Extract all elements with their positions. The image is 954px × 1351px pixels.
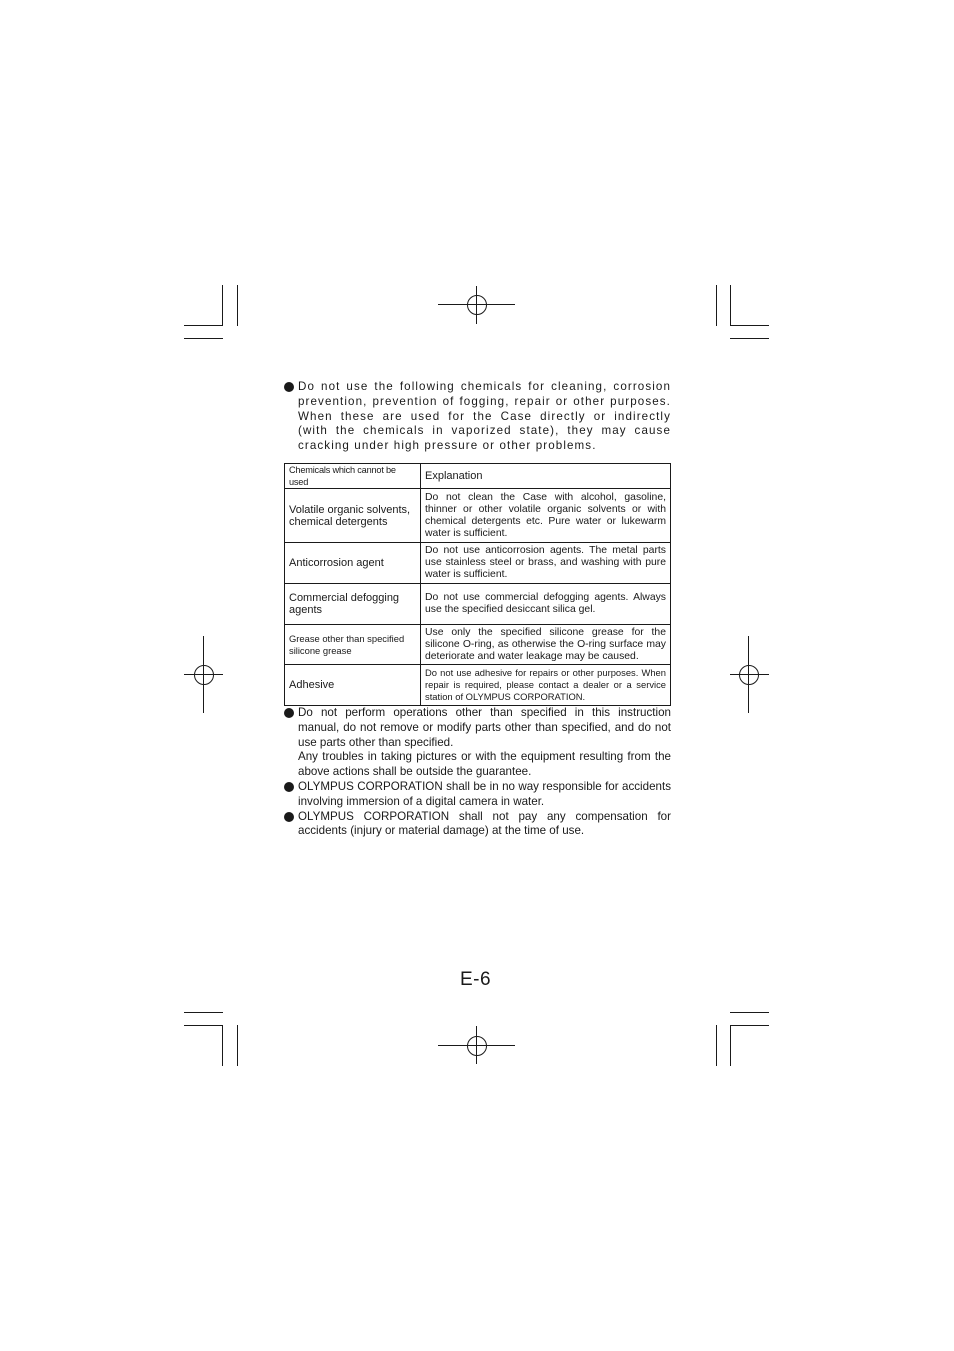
crop-mark bbox=[730, 325, 769, 326]
bullet-text: OLYMPUS CORPORATION shall not pay any compensation for accidents (injury or material damage) at the time of use. bbox=[298, 809, 671, 838]
crop-mark bbox=[716, 1025, 717, 1066]
crop-mark bbox=[716, 285, 717, 326]
header-chemicals: Chemicals which cannot be used bbox=[285, 464, 421, 489]
crop-mark bbox=[184, 1025, 223, 1026]
chemical-explanation: Do not use commercial defogging agents. Always use the specified desiccant silica gel. bbox=[421, 584, 671, 625]
chemical-name: Grease other than specified silicone grease bbox=[285, 625, 421, 665]
table-row bbox=[285, 584, 671, 625]
intro-text: Do not use the following chemicals for cleaning, corrosion prevention, prevention of fogging, repair or other purposes. When these are used for the Case directly or indirectly (with the chemicals in vaporized state), they may cause cracking under high pressure or other problems. bbox=[298, 380, 671, 453]
crop-mark bbox=[730, 338, 769, 339]
chemical-name: Commercial defogging agents bbox=[285, 584, 421, 625]
chemical-explanation: Do not use anticorrosion agents. The metal parts use stainless steel or brass, and washing with pure water is sufficient. bbox=[421, 543, 671, 584]
bullet-note: Any troubles in taking pictures or with the equipment resulting from the above actions shall be outside the guarantee. bbox=[298, 750, 671, 779]
bullet-dot-icon bbox=[284, 782, 294, 792]
bullet-dot-icon bbox=[284, 812, 294, 822]
crop-mark bbox=[184, 338, 223, 339]
crop-mark bbox=[222, 285, 223, 326]
bullet-dot-icon bbox=[284, 708, 294, 718]
bullet-text: Do not perform operations other than specified in this instruction manual, do not remove or modify parts other than specified, and do not use parts other than specified. bbox=[298, 706, 671, 749]
intro-section bbox=[284, 380, 671, 454]
bullet-dot-icon bbox=[284, 382, 294, 392]
crop-mark bbox=[730, 1025, 769, 1026]
bullet-item bbox=[284, 780, 671, 810]
table-row bbox=[285, 543, 671, 584]
chemical-explanation: Use only the specified silicone grease for the silicone O-ring, as otherwise the O-ring surface may deteriorate and water leakage may be caused. bbox=[421, 625, 671, 665]
header-explanation: Explanation bbox=[421, 464, 671, 489]
chemical-explanation: Do not clean the Case with alcohol, gasoline, thinner or other volatile organic solvents or with chemical detergents etc. Pure water or lukewarm water is sufficient. bbox=[421, 489, 671, 543]
table-row bbox=[285, 665, 671, 706]
crop-mark bbox=[730, 1025, 731, 1066]
crop-mark bbox=[237, 1025, 238, 1066]
crop-mark bbox=[222, 1025, 223, 1066]
crop-mark bbox=[184, 1012, 223, 1013]
chemical-explanation: Do not use adhesive for repairs or other purposes. When repair is required, please contact a dealer or a service station of OLYMPUS CORPORATION. bbox=[421, 665, 671, 706]
chemical-name: Adhesive bbox=[285, 665, 421, 706]
crop-mark bbox=[730, 285, 731, 326]
crop-mark bbox=[237, 285, 238, 326]
bullet-text: OLYMPUS CORPORATION shall be in no way responsible for accidents involving immersion of a digital camera in water. bbox=[298, 779, 671, 808]
crop-mark bbox=[184, 325, 223, 326]
page-number: E-6 bbox=[460, 969, 492, 990]
bullet-item bbox=[284, 706, 671, 780]
chemical-name: Volatile organic solvents, chemical detergents bbox=[285, 489, 421, 543]
bullet-item bbox=[284, 380, 671, 454]
notes-section bbox=[284, 706, 671, 839]
bullet-item bbox=[284, 810, 671, 840]
table-header-row bbox=[285, 464, 671, 489]
table-row bbox=[285, 625, 671, 665]
chemical-name: Anticorrosion agent bbox=[285, 543, 421, 584]
table-row bbox=[285, 489, 671, 543]
crop-mark bbox=[730, 1012, 769, 1013]
chemicals-table bbox=[284, 463, 671, 706]
